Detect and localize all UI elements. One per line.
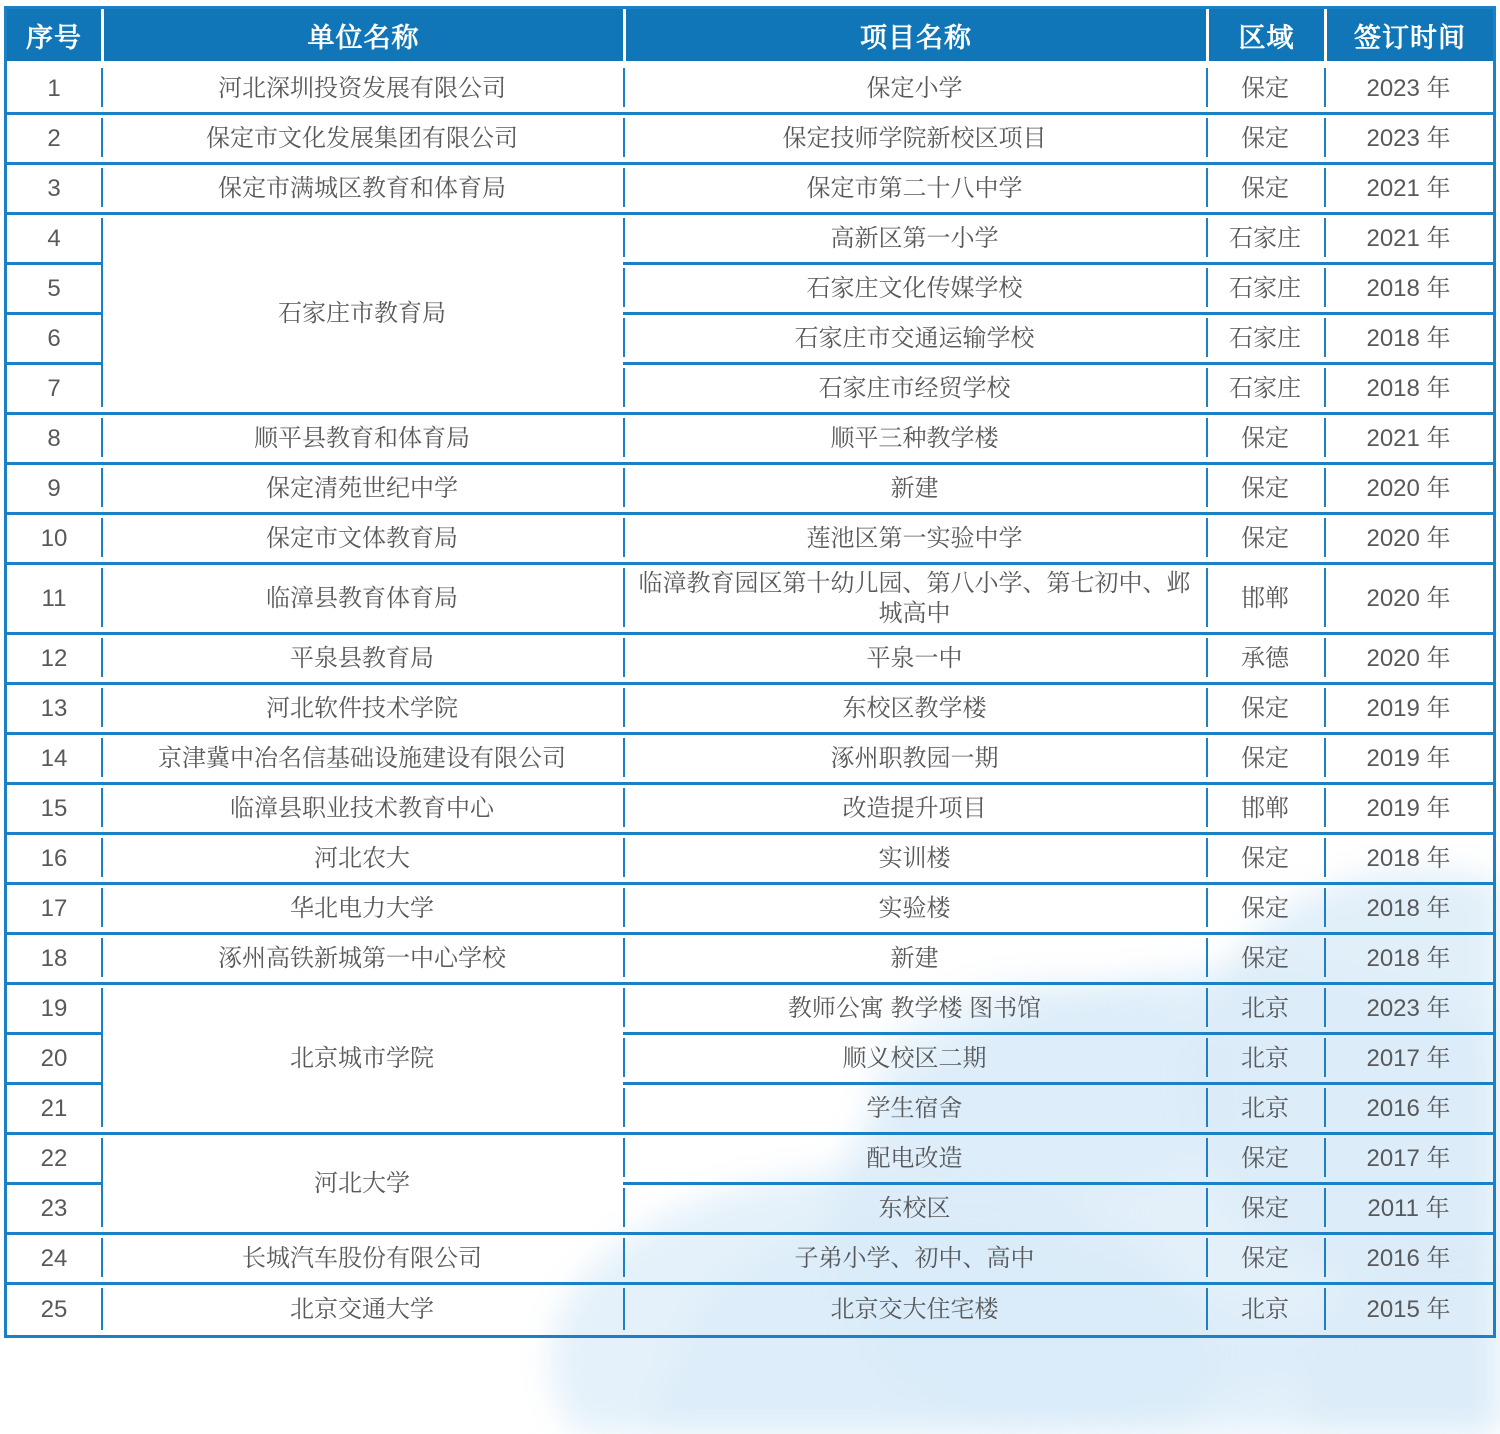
cell-region: 邯郸 — [1206, 565, 1324, 635]
cell-region: 保定 — [1206, 415, 1324, 465]
cell-signed: 2018 年 — [1324, 315, 1493, 365]
cell-project: 保定小学 — [623, 65, 1206, 115]
cell-project: 石家庄文化传媒学校 — [623, 265, 1206, 315]
cell-org: 长城汽车股份有限公司 — [101, 1235, 623, 1285]
cell-region: 邯郸 — [1206, 785, 1324, 835]
cell-region: 保定 — [1206, 685, 1324, 735]
cell-signed: 2021 年 — [1324, 215, 1493, 265]
cell-region: 保定 — [1206, 1235, 1324, 1285]
cell-region: 北京 — [1206, 1285, 1324, 1335]
cell-project: 顺平三种教学楼 — [623, 415, 1206, 465]
table-row — [7, 985, 1493, 1035]
cell-serial: 11 — [7, 565, 101, 635]
table-row — [7, 885, 1493, 935]
table-row — [7, 515, 1493, 565]
table-row — [7, 685, 1493, 735]
cell-signed: 2020 年 — [1324, 565, 1493, 635]
header-row — [7, 9, 1493, 65]
cell-serial: 12 — [7, 635, 101, 685]
cell-org: 保定清苑世纪中学 — [101, 465, 623, 515]
cell-org: 临漳县教育体育局 — [101, 565, 623, 635]
table-row — [7, 635, 1493, 685]
cell-signed: 2018 年 — [1324, 885, 1493, 935]
cell-signed: 2019 年 — [1324, 685, 1493, 735]
cell-serial: 17 — [7, 885, 101, 935]
cell-signed: 2023 年 — [1324, 65, 1493, 115]
table-row — [7, 835, 1493, 885]
table-row — [7, 465, 1493, 515]
cell-org: 河北深圳投资发展有限公司 — [101, 65, 623, 115]
cell-org: 河北大学 — [101, 1135, 623, 1235]
cell-org: 临漳县职业技术教育中心 — [101, 785, 623, 835]
cell-serial: 13 — [7, 685, 101, 735]
cell-region: 保定 — [1206, 1135, 1324, 1185]
cell-project: 东校区教学楼 — [623, 685, 1206, 735]
table-header — [7, 9, 1493, 65]
table-row — [7, 565, 1493, 635]
table-row — [7, 785, 1493, 835]
col-header-serial: 序号 — [7, 9, 101, 65]
cell-signed: 2021 年 — [1324, 165, 1493, 215]
cell-signed: 2018 年 — [1324, 365, 1493, 415]
cell-serial: 5 — [7, 265, 101, 315]
cell-region: 保定 — [1206, 935, 1324, 985]
cell-project: 石家庄市交通运输学校 — [623, 315, 1206, 365]
cell-region: 北京 — [1206, 985, 1324, 1035]
cell-signed: 2018 年 — [1324, 265, 1493, 315]
cell-serial: 9 — [7, 465, 101, 515]
cell-region: 保定 — [1206, 1185, 1324, 1235]
table-row — [7, 215, 1493, 265]
cell-region: 保定 — [1206, 65, 1324, 115]
cell-signed: 2020 年 — [1324, 515, 1493, 565]
cell-org: 涿州高铁新城第一中心学校 — [101, 935, 623, 985]
cell-project: 石家庄市经贸学校 — [623, 365, 1206, 415]
cell-serial: 24 — [7, 1235, 101, 1285]
cell-signed: 2020 年 — [1324, 465, 1493, 515]
cell-serial: 14 — [7, 735, 101, 785]
col-header-project: 项目名称 — [623, 9, 1206, 65]
cell-project: 临漳教育园区第十幼儿园、第八小学、第七初中、邺城高中 — [623, 565, 1206, 635]
cell-signed: 2016 年 — [1324, 1085, 1493, 1135]
cell-signed: 2011 年 — [1324, 1185, 1493, 1235]
col-header-region: 区域 — [1206, 9, 1324, 65]
table-row — [7, 1235, 1493, 1285]
cell-region: 保定 — [1206, 515, 1324, 565]
cell-signed: 2017 年 — [1324, 1035, 1493, 1085]
cell-serial: 20 — [7, 1035, 101, 1085]
cell-serial: 2 — [7, 115, 101, 165]
cell-project: 配电改造 — [623, 1135, 1206, 1185]
cell-region: 保定 — [1206, 835, 1324, 885]
cell-org: 保定市文体教育局 — [101, 515, 623, 565]
cell-project: 保定市第二十八中学 — [623, 165, 1206, 215]
cell-region: 石家庄 — [1206, 215, 1324, 265]
table-row — [7, 1135, 1493, 1185]
cell-serial: 15 — [7, 785, 101, 835]
cell-org: 保定市满城区教育和体育局 — [101, 165, 623, 215]
cell-org: 石家庄市教育局 — [101, 215, 623, 415]
cell-serial: 16 — [7, 835, 101, 885]
cell-org: 华北电力大学 — [101, 885, 623, 935]
cell-org: 北京城市学院 — [101, 985, 623, 1135]
cell-signed: 2016 年 — [1324, 1235, 1493, 1285]
cell-signed: 2021 年 — [1324, 415, 1493, 465]
cell-serial: 7 — [7, 365, 101, 415]
col-header-org: 单位名称 — [101, 9, 623, 65]
cell-project: 顺义校区二期 — [623, 1035, 1206, 1085]
cell-serial: 18 — [7, 935, 101, 985]
projects-table — [4, 6, 1496, 1338]
cell-signed: 2017 年 — [1324, 1135, 1493, 1185]
cell-project: 教师公寓 教学楼 图书馆 — [623, 985, 1206, 1035]
cell-project: 新建 — [623, 935, 1206, 985]
table-row — [7, 115, 1493, 165]
cell-project: 实训楼 — [623, 835, 1206, 885]
cell-signed: 2020 年 — [1324, 635, 1493, 685]
cell-signed: 2018 年 — [1324, 835, 1493, 885]
table-row — [7, 935, 1493, 985]
cell-region: 保定 — [1206, 885, 1324, 935]
cell-region: 石家庄 — [1206, 315, 1324, 365]
cell-serial: 4 — [7, 215, 101, 265]
cell-region: 保定 — [1206, 165, 1324, 215]
cell-signed: 2018 年 — [1324, 935, 1493, 985]
cell-project: 东校区 — [623, 1185, 1206, 1235]
cell-region: 保定 — [1206, 465, 1324, 515]
cell-region: 石家庄 — [1206, 265, 1324, 315]
cell-region: 石家庄 — [1206, 365, 1324, 415]
cell-org: 保定市文化发展集团有限公司 — [101, 115, 623, 165]
cell-serial: 6 — [7, 315, 101, 365]
cell-project: 学生宿舍 — [623, 1085, 1206, 1135]
cell-project: 莲池区第一实验中学 — [623, 515, 1206, 565]
cell-project: 子弟小学、初中、高中 — [623, 1235, 1206, 1285]
cell-serial: 10 — [7, 515, 101, 565]
cell-serial: 19 — [7, 985, 101, 1035]
cell-region: 保定 — [1206, 735, 1324, 785]
cell-serial: 3 — [7, 165, 101, 215]
cell-org: 京津冀中冶名信基础设施建设有限公司 — [101, 735, 623, 785]
cell-signed: 2023 年 — [1324, 115, 1493, 165]
cell-serial: 1 — [7, 65, 101, 115]
cell-project: 实验楼 — [623, 885, 1206, 935]
cell-org: 平泉县教育局 — [101, 635, 623, 685]
cell-serial: 22 — [7, 1135, 101, 1185]
table-row — [7, 165, 1493, 215]
cell-signed: 2019 年 — [1324, 735, 1493, 785]
table-body — [7, 65, 1493, 1335]
cell-serial: 25 — [40, 1296, 68, 1323]
cell-serial: 23 — [7, 1185, 101, 1235]
cell-serial: 8 — [7, 415, 101, 465]
cell-region: 北京 — [1206, 1085, 1324, 1135]
cell-region: 北京 — [1206, 1035, 1324, 1085]
table-row — [7, 1285, 1493, 1335]
table-row — [7, 65, 1493, 115]
col-header-signed: 签订时间 — [1324, 9, 1493, 65]
cell-signed: 2023 年 — [1324, 985, 1493, 1035]
cell-region: 保定 — [1206, 115, 1324, 165]
cell-org: 河北软件技术学院 — [101, 685, 623, 735]
cell-signed: 2015 年 — [1324, 1285, 1493, 1335]
cell-project: 平泉一中 — [623, 635, 1206, 685]
cell-project: 北京交大住宅楼 — [623, 1285, 1206, 1335]
cell-region: 承德 — [1206, 635, 1324, 685]
cell-org: 河北农大 — [101, 835, 623, 885]
table-row — [7, 735, 1493, 785]
cell-project: 新建 — [623, 465, 1206, 515]
cell-project: 改造提升项目 — [623, 785, 1206, 835]
table-row — [7, 415, 1493, 465]
cell-org: 北京交通大学 — [101, 1285, 623, 1335]
cell-serial: 21 — [7, 1085, 101, 1135]
cell-project: 保定技师学院新校区项目 — [623, 115, 1206, 165]
cell-project: 高新区第一小学 — [623, 215, 1206, 265]
cell-org: 顺平县教育和体育局 — [101, 415, 623, 465]
cell-project: 涿州职教园一期 — [623, 735, 1206, 785]
cell-signed: 2019 年 — [1324, 785, 1493, 835]
